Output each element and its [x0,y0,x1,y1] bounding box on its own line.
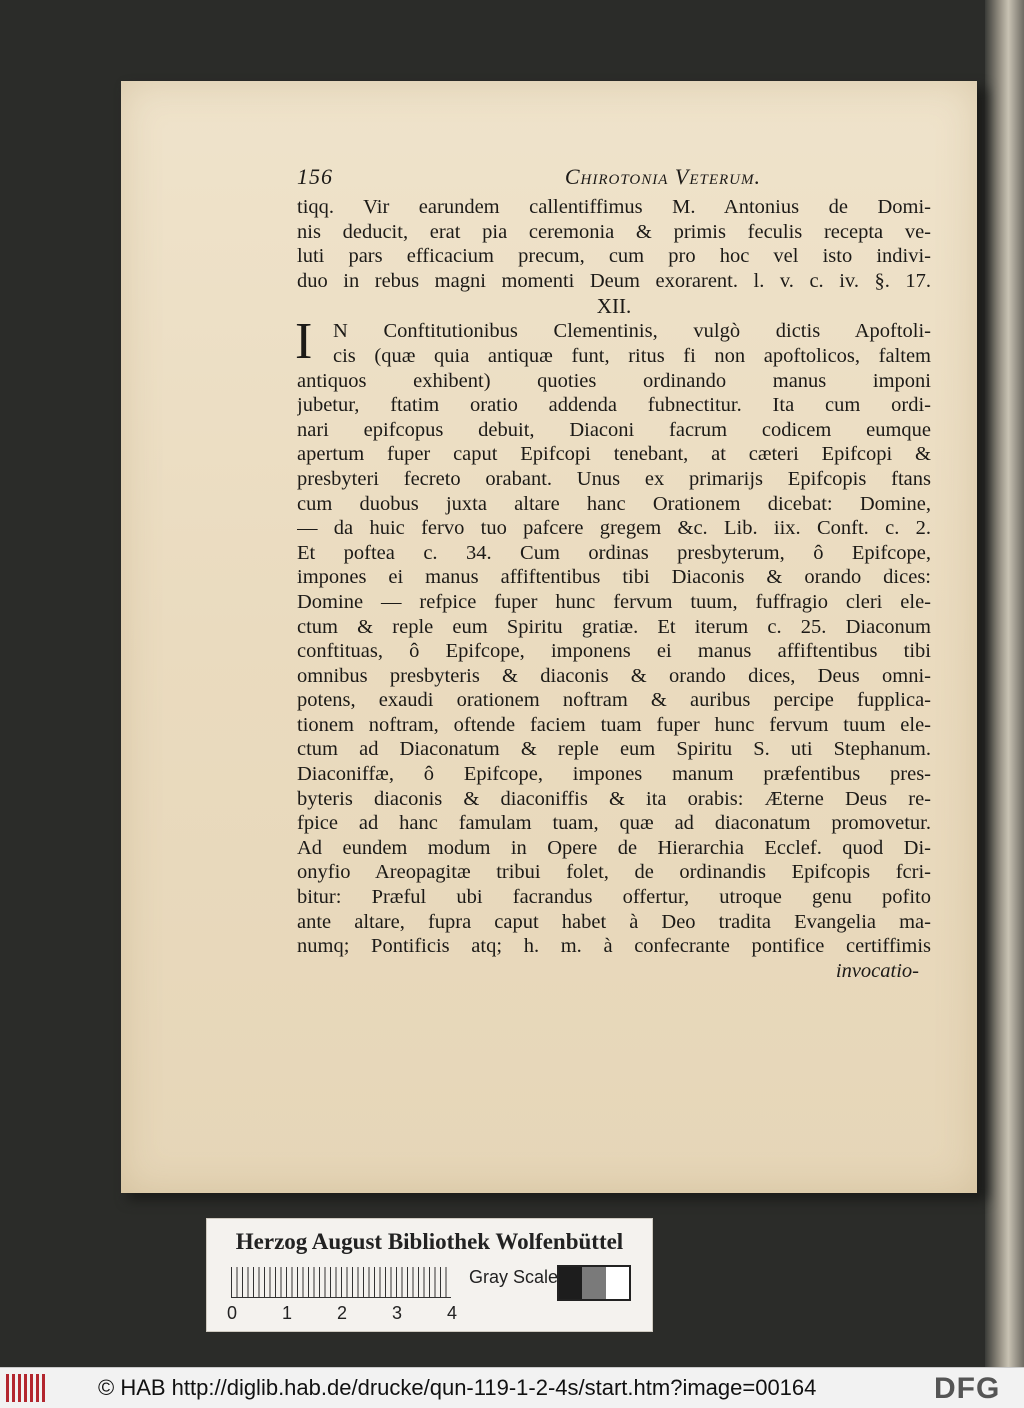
catchword: invocatio- [835,959,919,982]
text-line: nari epifcopus debuit, Diaconi facrum codicem eumque [297,418,931,441]
text-line: N Conftitutionibus Clementinis, vulgò dictis Apoftoli- [333,320,931,343]
text-line: tionem noftram, oftende faciem tuam fuper hunc fervum tuum ele- [297,713,931,736]
running-title: Chirotonia Veterum. [564,164,761,189]
swatch-white [606,1267,629,1299]
text-line: impones ei manus affiftentibus tibi Diaconis & orando dices: [297,566,931,589]
gray-scale-swatches [557,1265,631,1301]
text-line: ctum ad Diaconatum & reple eum Spiritu S. uti Stephanum. [297,738,931,761]
ruler [231,1267,451,1298]
text-line: byteris diaconis & diaconiffis & ita orabis: Æterne Deus re- [297,787,931,810]
text-line: conftituas, ô Epifcope, imponens ei manus affiftentibus tibi [297,640,931,663]
text-line: Et poftea c. 34. Cum ordinas presbyterum, ô Epifcope, [297,541,931,564]
text-line: bitur: Præful ubi facrandus offertur, utroque genu pofito [297,886,931,909]
copyright-url-link[interactable]: © HAB http://diglib.hab.de/drucke/qun-119-1-2-4s/start.htm?image=00164 [98,1375,817,1400]
text-line: potens, exaudi orationem noftram & auribus percipe fupplica- [297,689,931,712]
text-line: duo in rebus magni momenti Deum exorarent. l. v. c. iv. §. 17. [297,269,931,292]
ruler-number: 3 [392,1303,403,1323]
swatch-gray [582,1267,605,1299]
text-line: cis (quæ quia antiquæ funt, ritus fi non apoftolicos, faltem [333,344,931,367]
page-header [297,165,931,195]
swatch-black [559,1267,582,1299]
text-line: fpice ad hanc famulam tuam, quæ ad diaconatum promovetur. [297,812,931,835]
text-line: — da huic fervo tuo pafcere gregem &c. Lib. iix. Conft. c. 2. [297,517,931,540]
text-line: jubetur, ftatim oratio addenda fubnectitur. Ita cum ordi- [297,394,931,417]
ruler-number: 1 [282,1303,293,1323]
text-line: ante altare, fupra caput habet à Deo tradita Evangelia ma- [297,910,931,933]
ruler-number: 0 [227,1303,238,1323]
text-line: ctum & reple eum Spiritu gratiæ. Et iterum c. 25. Diaconum [297,615,931,638]
text-line: numq; Pontificis atq; h. m. à confecrante pontifice certiffimis [297,935,931,958]
book-edge-strip [985,0,1024,1367]
text-line: luti pars efficacium precum, cum pro hoc vel isto indivi- [297,245,931,268]
text-line: omnibus presbyteris & diaconis & orando dices, Deus omni- [297,664,931,687]
color-reference-card [206,1218,653,1332]
section-number: XII. [596,294,632,319]
top-paragraph [297,195,931,293]
library-name: Herzog August Bibliothek Wolfenbüttel [235,1229,624,1254]
page-text [297,165,931,983]
text-line: tiqq. Vir earundem callentiffimus M. Antonius de Domi- [297,196,931,218]
main-paragraph [295,313,931,958]
text-line: cum duobus juxta altare hanc Orationem dicebat: Domine, [297,492,931,515]
gray-scale-label: Gray Scale [469,1267,559,1287]
text-line: apertum fuper caput Epifcopi tenebant, at cæteri Epifcopi & [297,443,931,466]
text-line: nis deducit, erat pia ceremonia & primis feculis recepta ve- [297,220,931,243]
text-line: Diaconiffæ, ô Epifcope, impones manum præfentibus pres- [297,763,931,786]
text-line: Domine — refpice fuper hunc fervum tuum, fuffragio cleri ele- [297,590,931,613]
drop-cap: I [295,313,313,371]
page-number: 156 [297,164,333,189]
dfg-logo: DFG [934,1372,1001,1405]
ruler-number: 4 [447,1303,458,1323]
viewer-footer [0,1367,1024,1408]
text-line: presbyteri fecreto orabant. Unus ex primarijs Epifcopis ftans [297,467,931,490]
text-line: onyfio Areopagitæ tribui folet, de ordinandis Epifcopis fcri- [297,861,931,884]
ruler-number: 2 [337,1303,348,1323]
text-line: antiquos exhibent) quoties ordinando manus imponi [297,369,931,392]
hab-barcode-icon [6,1374,48,1402]
text-line: Ad eundem modum in Opere de Hierarchia Ecclef. quod Di- [297,836,931,859]
